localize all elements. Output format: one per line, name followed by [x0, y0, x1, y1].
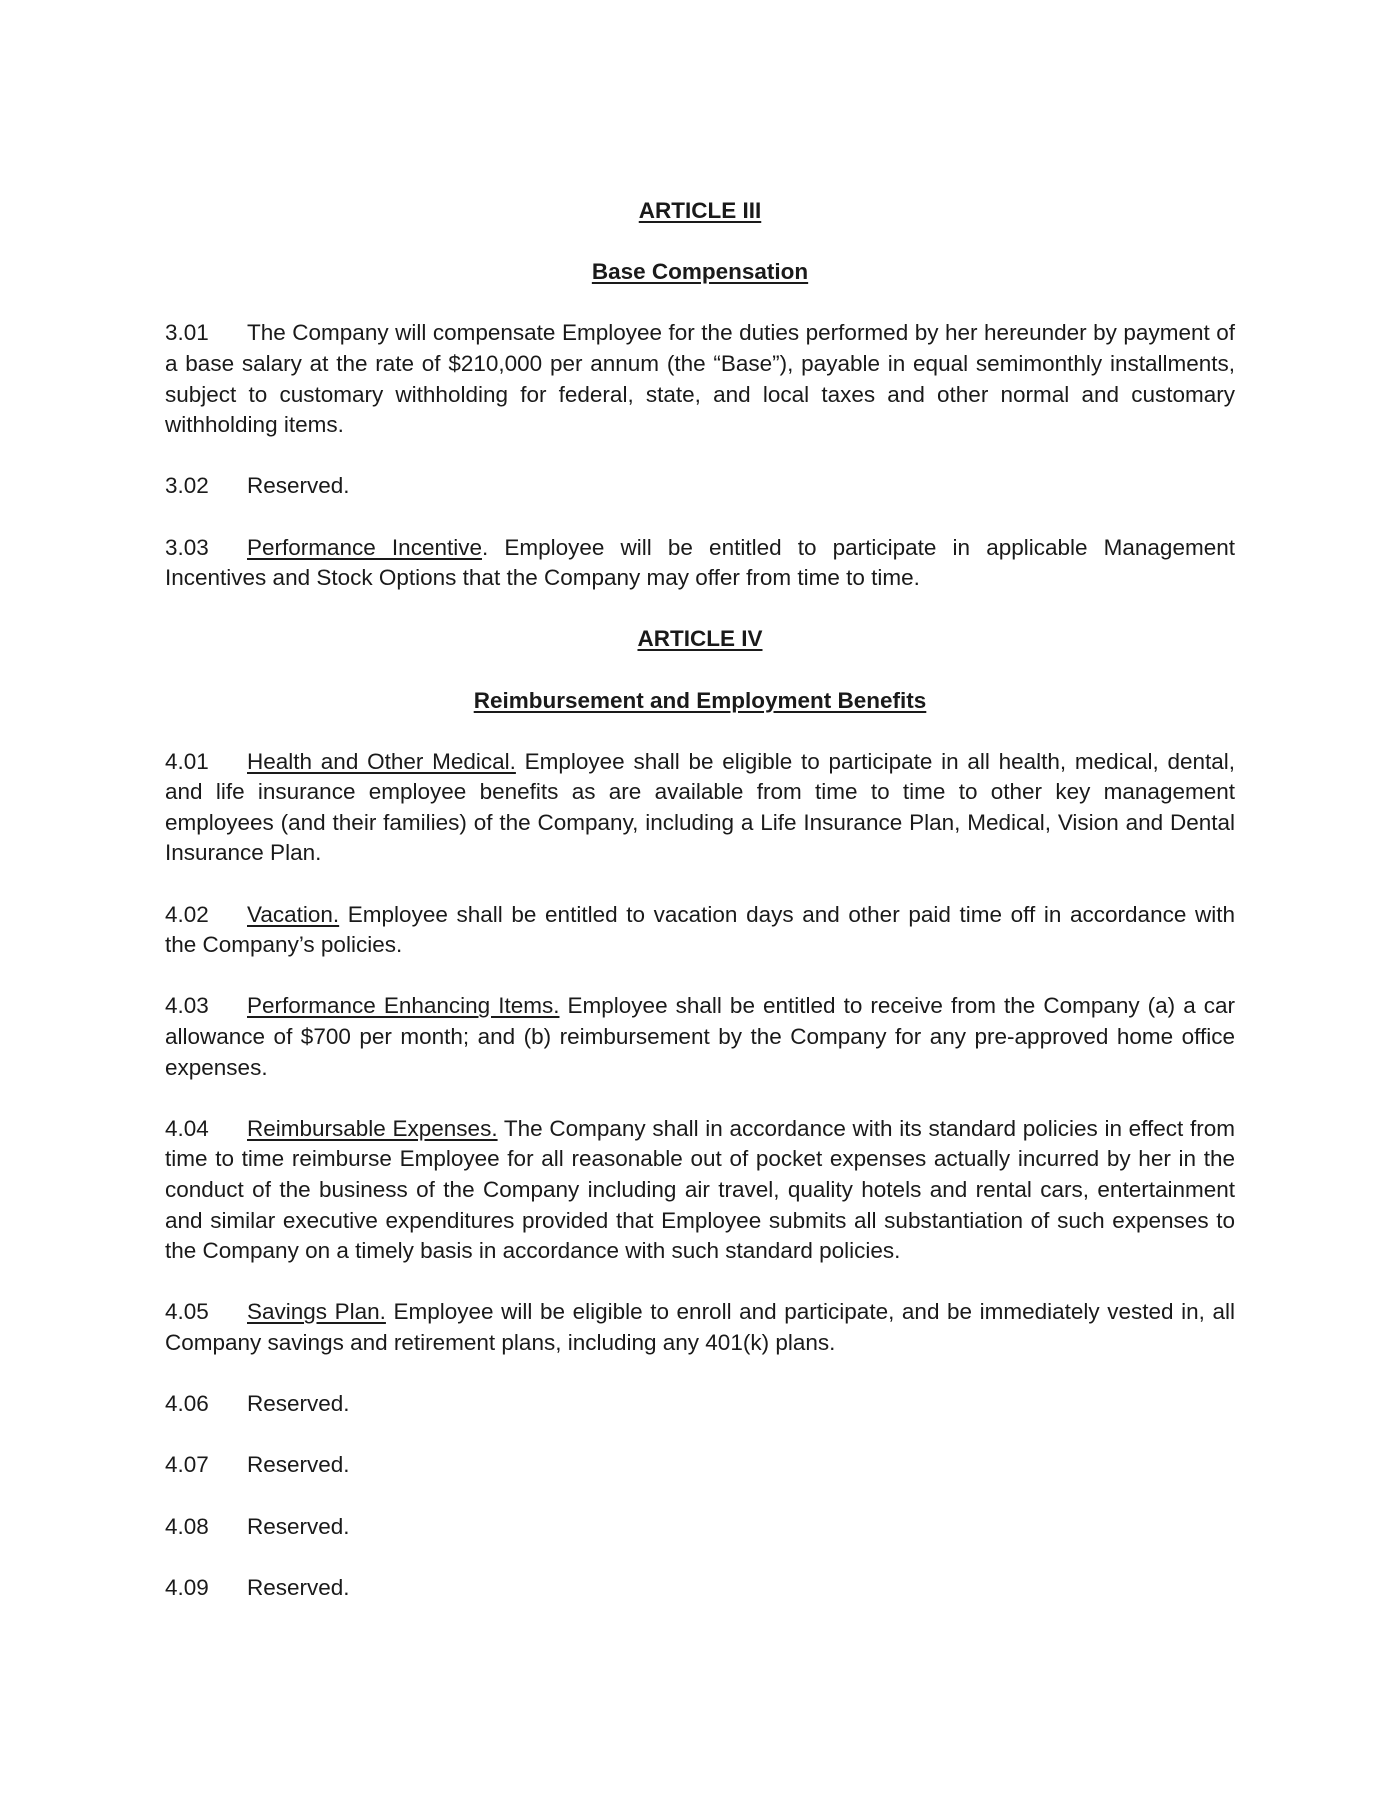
- section-number: 4.02: [165, 901, 209, 927]
- section-number: 4.04: [165, 1115, 209, 1141]
- article-4-heading: ARTICLE IV: [637, 626, 763, 652]
- section-caption: Savings Plan.: [247, 1299, 386, 1325]
- section-3-01: [165, 318, 1235, 440]
- section-number: 4.05: [165, 1299, 209, 1325]
- section-caption: Health and Other Medical.: [247, 748, 516, 774]
- section-4-07: [165, 1450, 1235, 1481]
- section-text: Reserved.: [247, 1574, 350, 1600]
- section-caption: Vacation.: [247, 901, 340, 927]
- section-text: Employee will be eligible to enroll and participate, and be immediately vested in, all Company savings and retirement plans, including any 401(k) plans.: [165, 1299, 1235, 1355]
- section-number: 4.09: [165, 1574, 209, 1600]
- section-caption: Reimbursable Expenses.: [247, 1115, 498, 1141]
- section-text: Reserved.: [247, 1391, 350, 1417]
- section-number: 4.06: [165, 1391, 209, 1417]
- section-4-02: [165, 900, 1235, 961]
- section-number: 4.08: [165, 1513, 209, 1539]
- section-number: 4.01: [165, 748, 209, 774]
- section-number: 3.03: [165, 534, 209, 560]
- section-3-03: [165, 533, 1235, 594]
- section-4-04: [165, 1114, 1235, 1267]
- article-4-subheading: Reimbursement and Employment Benefits: [473, 687, 927, 713]
- section-text: The Company shall in accordance with its standard policies in effect from time to time reimburse Employee for all reasonable out of pocket expenses actually incurred by her in the conduct of the business of the Company including air travel, quality hotels and rental cars, entertainment and similar executive expenditures provided that Employee submits all substantiation of such expenses to the Company on a timely basis in accordance with such standard policies.: [165, 1115, 1235, 1264]
- section-caption: Performance Incentive: [247, 534, 482, 560]
- document-page: [165, 196, 1235, 1603]
- section-text: Employee shall be entitled to vacation days and other paid time off in accordance with the Company’s policies.: [165, 901, 1235, 958]
- section-text: The Company will compensate Employee for the duties performed by her hereunder by payment of a base salary at the rate of $210,000 per annum (the “Base”), payable in equal semimonthly installments, subject to customary withholding for federal, state, and local taxes and other normal and customary withholding items.: [165, 320, 1235, 438]
- section-caption: Performance Enhancing Items.: [247, 993, 560, 1019]
- section-4-03: [165, 991, 1235, 1083]
- section-number: 3.02: [165, 473, 209, 499]
- section-number: 3.01: [165, 320, 209, 346]
- section-text: Reserved.: [247, 1452, 350, 1478]
- section-4-09: [165, 1573, 1235, 1604]
- section-3-02: [165, 471, 1235, 502]
- section-text: Reserved.: [247, 473, 350, 499]
- section-text: Reserved.: [247, 1513, 350, 1539]
- article-3-subheading: Base Compensation: [591, 259, 809, 285]
- section-text: . Employee will be entitled to participate in applicable Management Incentives and Stock Options that the Company may offer from time to time.: [165, 534, 1235, 591]
- section-number: 4.07: [165, 1452, 209, 1478]
- section-4-08: [165, 1512, 1235, 1543]
- section-4-05: [165, 1297, 1235, 1358]
- section-text: Employee shall be entitled to receive from the Company (a) a car allowance of $700 per month; and (b) reimbursement by the Company for any pre-approved home office expenses.: [165, 993, 1235, 1080]
- section-4-06: [165, 1389, 1235, 1420]
- section-text: Employee shall be eligible to participate in all health, medical, dental, and life insurance employee benefits as are available from time to time to other key management employees (and their families) of the Company, including a Life Insurance Plan, Medical, Vision and Dental Insurance Plan.: [165, 748, 1236, 866]
- section-number: 4.03: [165, 993, 209, 1019]
- article-3-heading: ARTICLE III: [638, 198, 762, 223]
- section-4-01: [165, 747, 1235, 869]
